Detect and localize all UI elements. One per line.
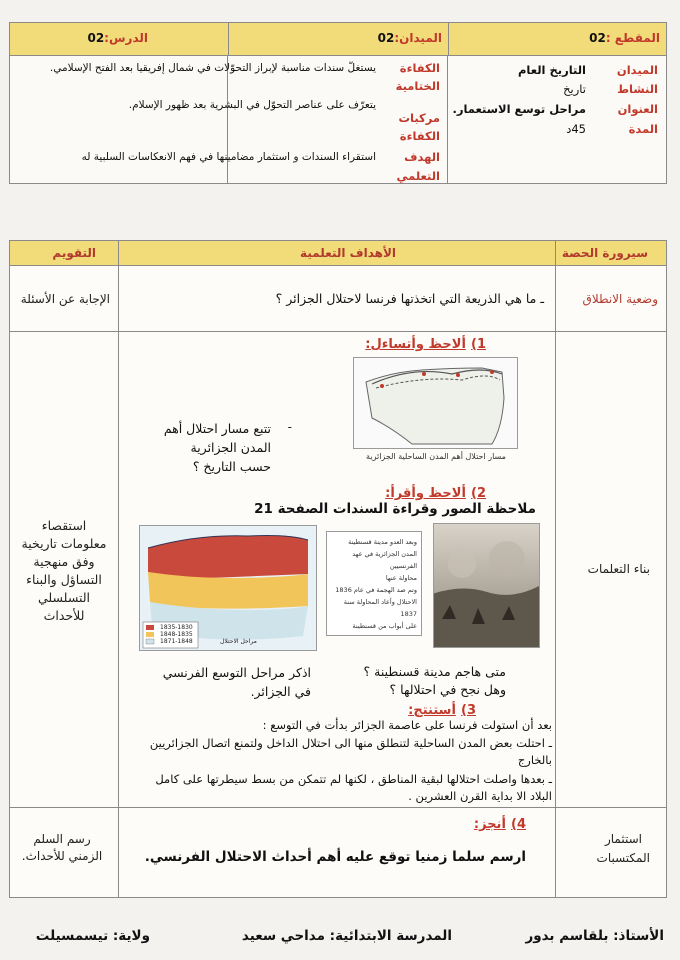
step1-heading (365, 333, 486, 352)
field-label: الميدان (616, 63, 658, 77)
maqta-label: المقطع : (605, 31, 660, 45)
invest-stage-1: استثمار (604, 832, 642, 846)
header-process: سيرورة الحصة (561, 246, 648, 260)
step2-documents: ملاحظة الصور وقراءة السندات الصفحة 21 (254, 501, 536, 517)
competence-label-2: الختامية (395, 79, 440, 93)
map2-caption: مراحل الاحتلال (220, 638, 257, 645)
conclusion-rest: ـ بعدها واصلت احتلالها لبقية المناطق ، لكنها لم تتمكن من بسط سيطرتها على كامل البلاد الا بداية القرن العشرين . (155, 772, 552, 803)
objective-text: استقراء السندات و استثمار مضامينها في فهم الانعكاسات السلبية له (81, 151, 376, 163)
lesson-info-band (10, 23, 666, 56)
battle-picture (433, 523, 540, 648)
field-value: التاريخ العام (517, 63, 586, 77)
legend-item: 1848-1835 (160, 631, 193, 638)
step1-task: تتبع مسار احتلال أهم المدن الجزائرية حسب التاريخ ؟ (163, 421, 271, 474)
competence-text: يستغلّ سندات مناسبة لإبراز التحوّلات في شمال إفريقيا بعد الفتح الإسلامي. (49, 62, 376, 74)
legend-item: 1835-1830 (160, 624, 193, 631)
header-evaluation: التقويم (52, 246, 96, 260)
invest-stage-2: المكتسبات (596, 851, 650, 865)
maqta-value: 02 (589, 31, 606, 45)
launch-evaluation: الإجابة عن الأسئلة (20, 292, 110, 306)
doc-line: المدن الجزائرية في عهد الفرنسيين (352, 550, 417, 570)
school-name: المدرسة الابتدائية: مداحي سعيد (241, 928, 452, 944)
objective-label-1: الهدف (404, 150, 440, 164)
step4-title: أنجز: (473, 817, 506, 832)
launch-question: ـ ما هي الذريعة التي اتخذتها فرنسا لاحتلال الجزائر ؟ (275, 291, 544, 306)
conclusion-coastal: ـ احتلت بعض المدن الساحلية لتنطلق منها الى احتلال الداخل ولتمنع اتصال الجزائريين بالخارج (149, 736, 552, 767)
map-legend (160, 624, 193, 645)
step3-number: 3) (461, 703, 476, 718)
objective-label-2: التعلمي (396, 169, 440, 183)
occupation-stages-map (139, 525, 317, 651)
activity-label: النشاط (617, 82, 658, 96)
lesson-info-table (9, 22, 667, 184)
doc-line: محاولة عنها (385, 574, 417, 582)
step3-heading (408, 699, 476, 718)
dars-cell (8, 23, 228, 56)
invest-task: ارسم سلما زمنيا توقع عليه أهم أحداث الاحتلال الفرنسي. (144, 849, 526, 865)
step1-dash: - (287, 420, 292, 434)
legend-item: 1871-1848 (160, 638, 193, 645)
components-text: يتعرّف على عناصر التحوّل في البشرية بعد ظهور الإسلام. (128, 99, 376, 111)
step2-question-stages: اذكر مراحل التوسع الفرنسي في الجزائر. (162, 665, 311, 699)
lesson-steps-table (9, 240, 667, 898)
step1-number: 1) (471, 337, 486, 352)
step3-title: أستنتج: (408, 703, 456, 718)
step2-heading (385, 482, 486, 501)
map-coastal-cities (353, 357, 518, 449)
wilaya-name: ولاية: تيسمسيلت (35, 928, 150, 944)
battle-scene-image (433, 524, 539, 648)
teacher-name: الأستاذ: بلقاسم بدور (525, 928, 664, 944)
dars-label: الدرس: (104, 31, 148, 45)
step2-question-success: وهل نجح في احتلالها ؟ (389, 682, 506, 697)
step2-question-constantine: متى هاجم مدينة قسنطينة ؟ (363, 664, 506, 679)
document-text (331, 536, 417, 632)
maydan-cell (228, 23, 448, 56)
table-header (10, 241, 666, 266)
invest-evaluation: رسم السلم الزمني للأحداث. (21, 832, 103, 863)
step4-number: 4) (511, 817, 526, 832)
components-label-1: مركبات (398, 111, 440, 125)
header-objectives: الأهداف التعلمية (300, 246, 396, 260)
duration-value: 45د (566, 122, 586, 136)
doc-line: وبعد العدو مدينة قسنطينة (348, 538, 417, 546)
step2-number: 2) (471, 486, 486, 501)
map1-caption: مسار احتلال أهم المدن الساحلية الجزائرية (366, 452, 506, 461)
algeria-coast-map (353, 358, 517, 449)
title-value: مراحل توسع الاستعمار. (452, 102, 586, 116)
conclusion-intro: بعد أن استولت فرنسا على عاصمة الجزائر بدأت في التوسع : (262, 718, 552, 732)
step2-title: ألاحظ وأقرأ: (385, 486, 466, 501)
title-label: العنوان (617, 102, 658, 116)
step4-heading (474, 813, 526, 832)
components-label-2: الكفاءة (399, 129, 440, 143)
build-stage: بناء التعلمات (587, 562, 650, 576)
competence-label-1: الكفاءة (399, 61, 440, 75)
maqta-cell (448, 23, 666, 56)
launch-stage: وضعية الانطلاق (582, 292, 658, 306)
build-evaluation: استقصاء معلومات تاريخية وفق منهجية التساؤل والبناء التسلسلي للأحداث (21, 518, 107, 623)
text-document (326, 531, 422, 636)
doc-line: الاحتلال وأعاد المحاولة سنة 1837 (343, 598, 417, 618)
maydan-label: الميدان: (394, 31, 442, 45)
duration-label: المدة (628, 122, 658, 136)
doc-line: على أبواب من قسنطينة (352, 622, 417, 630)
step1-title: ألاحظ وأتساءل: (365, 337, 466, 352)
dars-value: 02 (87, 31, 105, 45)
doc-line: وتم صد الهجمة في عام 1836 (335, 586, 417, 594)
maydan-value: 02 (377, 31, 395, 45)
activity-value: تاريخ (563, 82, 586, 96)
